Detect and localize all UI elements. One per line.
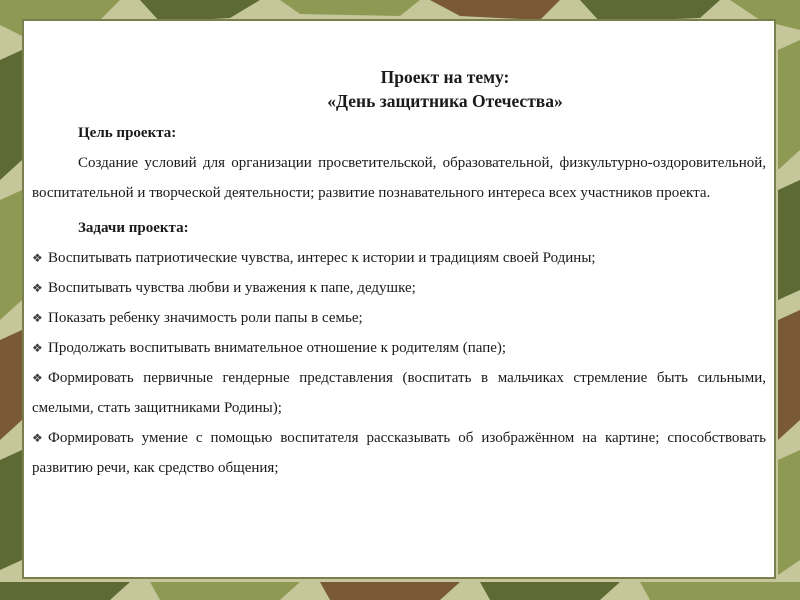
slide-card <box>22 19 776 579</box>
task-text: Показать ребенку значимость роли папы в семье; <box>48 310 363 326</box>
diamond-bullet-icon: ❖ <box>32 311 43 325</box>
goal-heading: Цель проекта: <box>78 125 177 141</box>
task-text: Воспитывать чувства любви и уважения к папе, дедушке; <box>48 280 416 296</box>
title-line-1: Проект на тему: <box>380 67 510 87</box>
list-item <box>32 273 766 303</box>
goal-text: Создание условий для организации просветительской, образовательной, физкультурно-оздоровительной, воспитательной и творческой деятельности; развитие познавательного интереса всех участников проекта. <box>32 155 766 201</box>
document-body <box>24 118 774 483</box>
page-title <box>24 65 774 113</box>
task-text: Формировать первичные гендерные представления (воспитать в мальчиках стремление быть сильными, смелыми, стать защитниками Родины); <box>32 370 766 416</box>
list-item <box>32 333 766 363</box>
diamond-bullet-icon: ❖ <box>32 431 43 445</box>
list-item <box>32 243 766 273</box>
list-item <box>32 423 766 483</box>
task-text: Формировать умение с помощью воспитателя рассказывать об изображённом на картине; способствовать развитию речи, как средство общения; <box>32 430 766 476</box>
diamond-bullet-icon: ❖ <box>32 341 43 355</box>
task-text: Продолжать воспитывать внимательное отношение к родителям (папе); <box>48 340 507 356</box>
diamond-bullet-icon: ❖ <box>32 251 43 265</box>
diamond-bullet-icon: ❖ <box>32 371 43 385</box>
task-text: Воспитывать патриотические чувства, интерес к истории и традициям своей Родины; <box>48 250 596 266</box>
list-item <box>32 363 766 423</box>
diamond-bullet-icon: ❖ <box>32 281 43 295</box>
list-item <box>32 303 766 333</box>
title-line-2: «День защитника Отечества» <box>327 91 563 111</box>
tasks-heading: Задачи проекта: <box>78 220 189 236</box>
tasks-list <box>32 243 766 483</box>
slide-content <box>24 65 774 483</box>
